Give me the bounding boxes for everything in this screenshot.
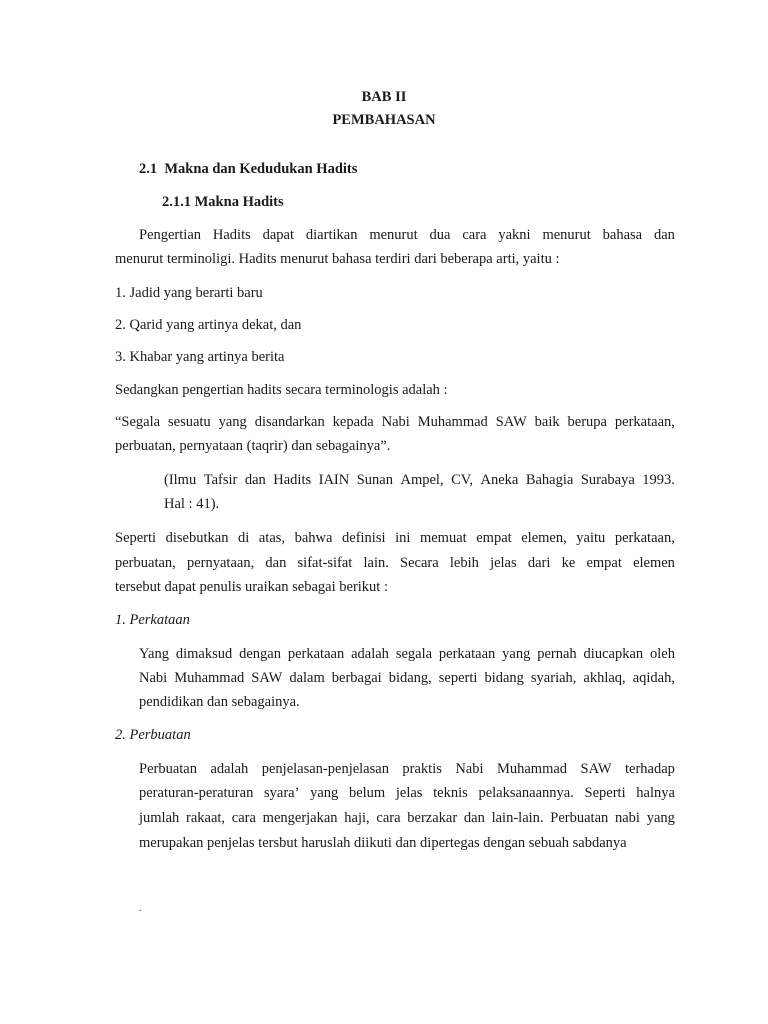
word: Bahagia — [525, 472, 574, 488]
citation-line-1 — [164, 471, 675, 489]
word: SAW — [251, 670, 283, 686]
trailing-mark: . — [139, 903, 142, 914]
meaning-item-2: 2. Qarid yang artinya dekat, dan — [115, 317, 302, 333]
word: nabi — [615, 810, 640, 826]
elements-line-2 — [115, 554, 675, 572]
citation-line-2: Hal : 41). — [164, 496, 220, 512]
word: ke — [561, 555, 576, 571]
intro-line-1 — [139, 226, 675, 244]
word: Muhammad — [417, 414, 488, 430]
word: jumlah — [139, 810, 180, 826]
word: yang — [646, 810, 675, 826]
word: yang — [218, 414, 247, 430]
word: baik — [534, 414, 560, 430]
word: praktis — [402, 761, 442, 777]
word: lebih — [449, 555, 479, 571]
word: adalah — [210, 761, 249, 777]
word: menurut — [542, 227, 591, 243]
word: jelas — [490, 555, 517, 571]
word: yakni — [498, 227, 531, 243]
word: dua — [429, 227, 451, 243]
word: terhadap — [625, 761, 675, 777]
word: Sunan — [356, 472, 393, 488]
word: cara — [376, 810, 401, 826]
intro-line-2: menurut terminoligi. Hadits menurut bahasa terdiri dari beberapa arti, yaitu : — [115, 251, 560, 267]
word: mengerjakan — [262, 810, 338, 826]
word: dan — [265, 555, 287, 571]
word: elemen, — [521, 530, 567, 546]
word: Muhammad — [174, 670, 245, 686]
word: dan — [463, 810, 485, 826]
word: yang — [502, 646, 531, 662]
word: Secara — [400, 555, 439, 571]
word: Perbuatan — [550, 810, 609, 826]
word: lain. — [363, 555, 389, 571]
item-2-line-2 — [139, 784, 675, 802]
word: diucapkan — [583, 646, 644, 662]
word: perkataan, — [614, 414, 675, 430]
word: di — [238, 530, 250, 546]
word: cara — [462, 227, 487, 243]
word: Surabaya — [580, 472, 635, 488]
word: Nabi — [455, 761, 484, 777]
word: oleh — [650, 646, 675, 662]
word: (Ilmu — [164, 472, 197, 488]
word: pernyataan, — [186, 555, 255, 571]
word: ini — [395, 530, 411, 546]
word: bahwa — [294, 530, 333, 546]
item-2-title: 2. Perbuatan — [115, 727, 191, 743]
word: yang — [310, 785, 339, 801]
word: dan — [244, 472, 266, 488]
word: Yang — [139, 646, 169, 662]
word: dalam — [289, 670, 325, 686]
word: bidang — [484, 670, 524, 686]
section-title: Makna dan Kedudukan Hadits — [164, 161, 358, 177]
word: jelas — [395, 785, 423, 801]
word: empat — [586, 555, 622, 571]
meaning-item-3: 3. Khabar yang artinya berita — [115, 349, 285, 365]
word: teknis — [433, 785, 468, 801]
word: disebutkan — [165, 530, 229, 546]
word: lain-lain. — [491, 810, 544, 826]
word: 1993. — [642, 472, 675, 488]
word: yaitu — [576, 530, 606, 546]
word: berbagai — [331, 670, 382, 686]
word: atas, — [258, 530, 286, 546]
word: syara’ — [264, 785, 300, 801]
word: halnya — [636, 785, 675, 801]
word: kepada — [332, 414, 374, 430]
item-1-line-2 — [139, 669, 675, 687]
item-2-line-1 — [139, 760, 675, 778]
word: Seperti — [115, 530, 157, 546]
word: syariah, — [530, 670, 577, 686]
word: Perbuatan — [139, 761, 197, 777]
word: haji, — [344, 810, 370, 826]
elements-line-3: tersebut dapat penulis uraikan sebagai berikut : — [115, 579, 388, 595]
word: belum — [348, 785, 386, 801]
word: aqidah, — [632, 670, 675, 686]
word: dan — [653, 227, 675, 243]
quote-line-2: perbuatan, pernyataan (taqrir) dan sebagainya”. — [115, 438, 391, 454]
word: Muhammad — [496, 761, 568, 777]
word: Nabi — [139, 670, 168, 686]
word: Pengertian — [139, 227, 202, 243]
section-heading — [139, 160, 357, 178]
meaning-item-1: 1. Jadid yang berarti baru — [115, 285, 263, 301]
word: “Segala — [115, 414, 161, 430]
word: Tafsir — [203, 472, 238, 488]
word: akhlaq, — [583, 670, 626, 686]
word: pelaksanaannya. — [478, 785, 574, 801]
word: elemen — [633, 555, 675, 571]
word: segala — [395, 646, 433, 662]
word: disandarkan — [254, 414, 325, 430]
word: berupa — [567, 414, 607, 430]
word: berzakar — [407, 810, 458, 826]
word: adalah — [351, 646, 389, 662]
word: bahasa — [602, 227, 643, 243]
item-2-line-3 — [139, 809, 675, 827]
subsection-heading: 2.1.1 Makna Hadits — [162, 194, 284, 210]
word: rakaat, — [186, 810, 226, 826]
word: Ampel, — [400, 472, 444, 488]
item-1-title: 1. Perkataan — [115, 612, 190, 628]
item-1-line-1 — [139, 645, 675, 663]
word: cara — [231, 810, 256, 826]
word: memuat — [419, 530, 467, 546]
word: perbuatan, — [115, 555, 176, 571]
word: empat — [476, 530, 512, 546]
word: SAW — [495, 414, 527, 430]
word: CV, — [451, 472, 473, 488]
word: seperti — [438, 670, 478, 686]
word: Hadits — [212, 227, 251, 243]
word: IAIN — [318, 472, 350, 488]
word: SAW — [580, 761, 612, 777]
section-number: 2.1 — [139, 161, 158, 177]
word: sesuatu — [168, 414, 211, 430]
word: dapat — [262, 227, 295, 243]
word: perkataan — [287, 646, 345, 662]
word: peraturan-peraturan — [139, 785, 254, 801]
word: dari — [527, 555, 551, 571]
word: definisi — [342, 530, 386, 546]
word: menurut — [369, 227, 418, 243]
item-2-line-4: merupakan penjelas tersbut haruslah diikuti dan dipertegas dengan sebuah sabdanya — [139, 835, 627, 851]
word: sifat-sifat — [297, 555, 353, 571]
word: Hadits — [273, 472, 312, 488]
chapter-heading: BAB II — [361, 89, 407, 105]
word: Seperti — [584, 785, 626, 801]
terminology-intro: Sedangkan pengertian hadits secara terminologis adalah : — [115, 382, 448, 398]
word: Aneka — [480, 472, 519, 488]
word: Nabi — [381, 414, 410, 430]
elements-line-1 — [115, 529, 675, 547]
chapter-title: PEMBAHASAN — [332, 112, 436, 128]
word: perkataan, — [614, 530, 675, 546]
quote-line-1 — [115, 413, 675, 431]
word: dengan — [239, 646, 281, 662]
word: pernah — [537, 646, 577, 662]
item-1-line-3: pendidikan dan sebagainya. — [139, 694, 300, 710]
word: perkataan — [438, 646, 496, 662]
word: bidang, — [388, 670, 432, 686]
word: diartikan — [305, 227, 358, 243]
word: penjelasan-penjelasan — [261, 761, 389, 777]
word: dimaksud — [175, 646, 233, 662]
